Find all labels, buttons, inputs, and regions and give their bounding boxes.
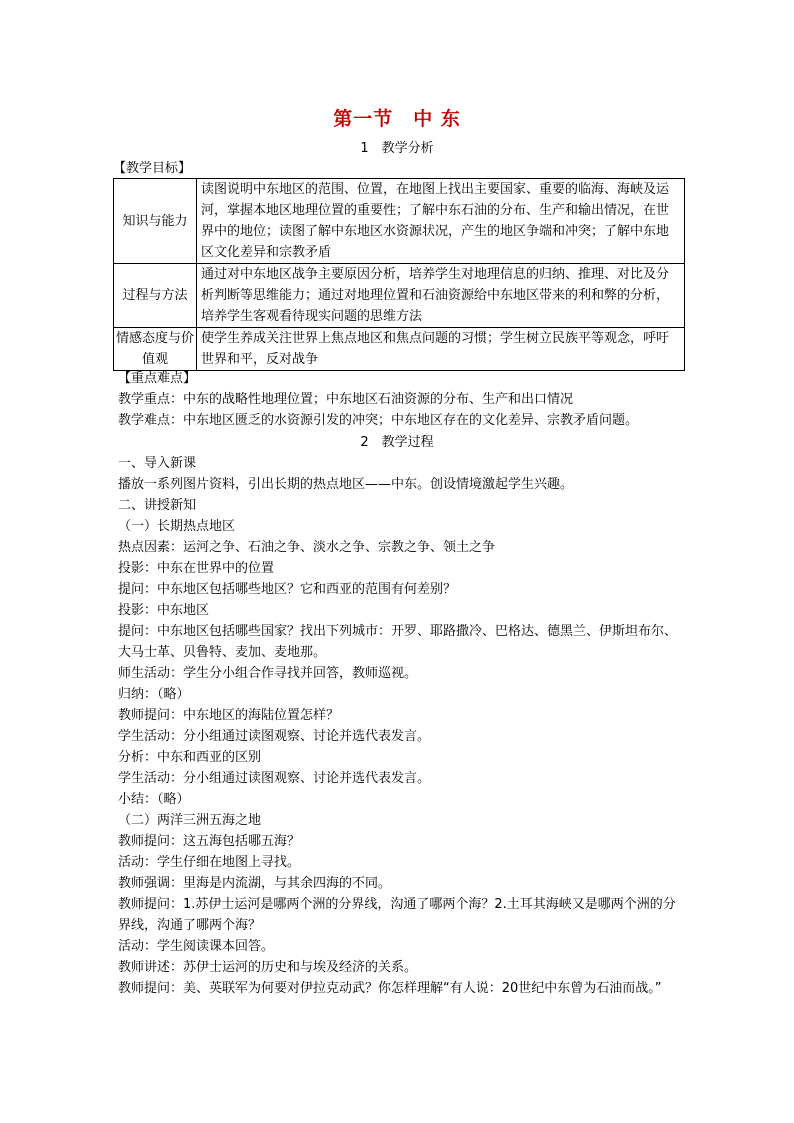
paragraph: （二）两洋三洲五海之地 <box>118 813 262 828</box>
paragraph: 小结：（略） <box>118 792 190 807</box>
objective-text: 读图说明中东地区的范围、位置，在地图上找出主要国家、重要的临海、海峡及运河，掌握本地区地理位置的重要性；了解中东石油的分布、生产和输出情况，在世界中的地位；读图了解中东地区水资源状况，产生的地区争端和冲突；了解中东地区文化差异和宗教矛盾 <box>197 179 685 264</box>
paragraph: 活动：学生阅读课本回答。 <box>118 939 275 954</box>
paragraph: 归纳：（略） <box>118 687 190 702</box>
paragraph: 教师强调：里海是内流湖，与其余四海的不同。 <box>118 876 392 891</box>
objective-text: 使学生养成关注世界上焦点地区和焦点问题的习惯；学生树立民族平等观念，呼吁世界和平，反对战争 <box>197 328 685 371</box>
paragraph: 一、导入新课 <box>118 456 197 471</box>
section-heading-process: 2 教学过程 <box>360 435 434 450</box>
paragraph: 活动：学生仔细在地图上寻找。 <box>118 855 301 870</box>
paragraph: 二、讲授新知 <box>118 498 197 513</box>
objective-text: 通过对中东地区战争主要原因分析，培养学生对地理信息的归纳、推理、对比及分析判断等思维能力；通过对地理位置和石油资源给中东地区带来的利和弊的分析，培养学生客观看待现实问题的思维方法 <box>197 264 685 328</box>
section-heading-analysis: 1 教学分析 <box>360 141 434 156</box>
difficulty-points: 教学难点：中东地区匮乏的水资源引发的冲突；中东地区存在的文化差异、宗教矛盾问题。 <box>118 413 639 428</box>
objective-label: 情感态度与价值观 <box>114 328 197 371</box>
paragraph: 提问：中东地区包括哪些地区？它和西亚的范围有何差别？ <box>118 582 457 597</box>
paragraph: 教师讲述：苏伊士运河的历史和与埃及经济的关系。 <box>118 960 418 975</box>
key-header: 【重点难点】 <box>118 371 197 386</box>
objective-label: 知识与能力 <box>114 179 197 264</box>
key-points: 教学重点：中东的战略性地理位置；中东地区石油资源的分布、生产和出口情况 <box>118 392 574 407</box>
paragraph: 教师提问：这五海包括哪五海？ <box>118 834 301 849</box>
process-body <box>118 453 688 999</box>
paragraph: 分析：中东和西亚的区别 <box>118 750 262 765</box>
table-row <box>114 328 685 371</box>
paragraph: 投影：中东地区 <box>118 603 210 618</box>
paragraph: 教师提问：中东地区的海陆位置怎样？ <box>118 708 340 723</box>
paragraph: 热点因素：运河之争、石油之争、淡水之争、宗教之争、领土之争 <box>118 540 496 555</box>
goals-header: 【教学目标】 <box>113 161 192 176</box>
objectives-table <box>113 178 685 371</box>
key-difficulty-section <box>118 368 688 431</box>
paragraph: 教师提问：美、英联军为何要对伊拉克动武？你怎样理解“有人说：20世纪中东曾为石油而战。” <box>118 981 662 996</box>
objective-label: 过程与方法 <box>114 264 197 328</box>
table-row <box>114 179 685 264</box>
table-row <box>114 264 685 328</box>
paragraph: 教师提问：1.苏伊士运河是哪两个洲的分界线，沟通了哪两个海？2.土耳其海峡又是哪两个洲的分界线，沟通了哪两个海？ <box>118 897 676 933</box>
paragraph: （一）长期热点地区 <box>118 519 236 534</box>
page-title: 第一节 中 东 <box>333 108 461 130</box>
paragraph: 提问：中东地区包括哪些国家？找出下列城市：开罗、耶路撒冷、巴格达、德黑兰、伊斯坦布尔、大马士革、贝鲁特、麦加、麦地那。 <box>118 624 678 660</box>
paragraph: 学生活动：分小组通过读图观察、讨论并选代表发言。 <box>118 729 431 744</box>
paragraph: 学生活动：分小组通过读图观察、讨论并选代表发言。 <box>118 771 431 786</box>
paragraph: 投影：中东在世界中的位置 <box>118 561 275 576</box>
paragraph: 播放一系列图片资料，引出长期的热点地区——中东。创设情境激起学生兴趣。 <box>118 477 574 492</box>
paragraph: 师生活动：学生分小组合作寻找并回答，教师巡视。 <box>118 666 418 681</box>
